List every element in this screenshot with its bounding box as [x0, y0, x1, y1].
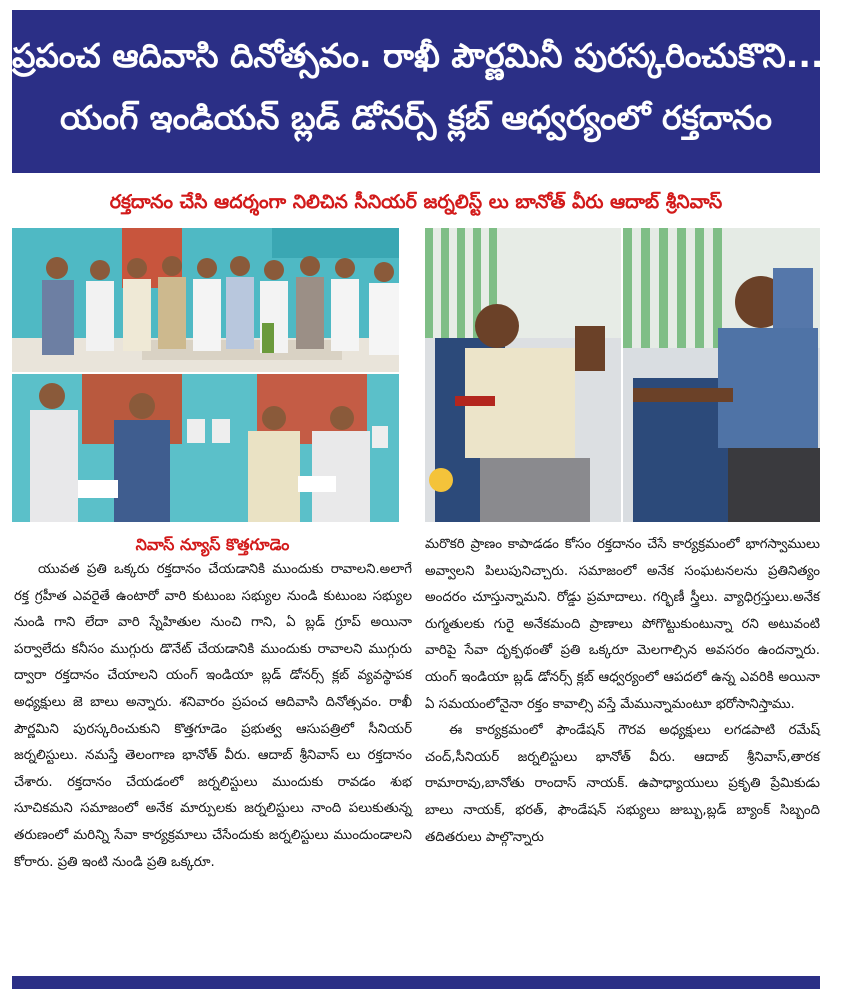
headline-line-1: ప్రపంచ ఆదివాసి దినోత్సవం. రాఖీ పౌర్ణమినీ పురస్కరించుకొని... [12, 36, 824, 75]
group-photo [12, 228, 399, 372]
article-paragraph: ఈ కార్యక్రమంలో ఫౌండేషన్ గౌరవ అధ్యక్షులు లగడపాటి రమేష్ చంద్,సీనియర్ జర్నలిస్టులు భానోత్ వీరు. ఆదాబ్ శ్రీనివాస్,తారక రామారావు,బానోతు రాందాస్ నాయక్. ఉపాధ్యాయులు ప్రకృతి ప్రేమికుడు బాలు నాయక్, భరత్, ఫౌండేషన్ సభ్యులు జుబ్బు,బ్లడ్ బ్యాంక్ సిబ్బంది తదితరులు పాల్గొన్నారు [425, 723, 820, 845]
article-body-left [14, 557, 412, 876]
blood-donor-photo-2 [623, 228, 820, 522]
article-paragraph: మరొకరి ప్రాణం కాపాడడం కోసం రక్తదానం చేసే కార్యక్రమంలో భాగస్వాములు అవ్వాలని పిలుపునిచ్చారు. సమాజంలో అనేక సంఘటనలను ప్రతినిత్యం అందరం చూస్తున్నామని. రోడ్డు ప్రమాదాలు. గర్భిణీ స్త్రీలు. వ్యాధిగ్రస్తులు.అనేక రుగ్మతులకు గురై అనేకమంది ప్రాణాలు పోగొట్టుకుంటున్నా రని అటువంటి వారిపై సేవా దృక్పథంతో ప్రతి ఒక్కరూ మెలగాల్సిన అవసరం ఉందన్నారు. యంగ్ ఇండియా బ్లడ్ డోనర్స్ క్లబ్ ఆధ్వర్యంలో ఆపదలో ఉన్న ఎవరికి అయినా ఏ సమయంలోనైనా రక్తం కావాల్సి వస్తే మేమున్నామంటూ భరోసానిస్తాము. [425, 537, 820, 712]
byline: నివాస్ న్యూస్ కొత్తగూడెం [135, 535, 290, 554]
article-paragraph: యువత ప్రతి ఒక్కరు రక్తదానం చేయడానికి ముందుకు రావాలని.అలాగే రక్త గ్రహీత ఎవరైతే ఉంటారో వారి కుటుంబ సభ్యుల నుండి కుటుంబ సభ్యుల నుండి గాని లేదా వారి స్నేహితుల నుంచి గాని, ఏ బ్లడ్ గ్రూప్ అయినా పర్వాలేదు కనీసం ముగ్గురు డొనేట్ చేయడానికి ముందుకు రావాలని ముగ్గురు ద్వారా రక్తదానం చేయాలని యంగ్ ఇండియా బ్లడ్ డోనర్స్ క్లబ్ వ్యవస్థాపక అధ్యక్షులు జె బాలు అన్నారు. శనివారం ప్రపంచ ఆదివాసి దినోత్సవం. రాఖీ పౌర్ణమిని పురస్కరించుకుని కొత్తగూడెం ప్రభుత్వ ఆసుపత్రిలో సీనియర్ జర్నలిస్టులు. నమస్తే తెలంగాణ భానోత్ వీరు. ఆదాబ్ శ్రీనివాస్ లు రక్తదానం చేశారు. రక్తదానం చేయడంలో జర్నలిస్టులు ముందుకు రావడం శుభ సూచికమని సమాజంలో అనేక మార్పులకు జర్నలిస్టులు నాంది పలుకుతున్న తరుణంలో మరిన్ని సేవా కార్యక్రమాలు చేసేందుకు జర్నలిస్టులు ముందుండాలని కోరారు. ప్రతి ఇంటి నుండి ప్రతి ఒక్కరూ. [14, 562, 412, 870]
headline-banner [12, 10, 824, 173]
headline-line-2: యంగ్ ఇండియన్ బ్లడ్ డోనర్స్ క్లబ్ ఆధ్వర్యంలో రక్తదానం [59, 98, 772, 137]
footer-bar [12, 976, 820, 989]
subheadline: రక్తదానం చేసి ఆదర్శంగా నిలిచిన సీనియర్ జర్నలిస్ట్ లు బానోత్ వీరు ఆదాబ్ శ్రీనివాస్ [109, 191, 723, 213]
article-body-right [425, 532, 820, 851]
certificate-photo [12, 374, 399, 522]
blood-donor-photo-1 [425, 228, 621, 522]
